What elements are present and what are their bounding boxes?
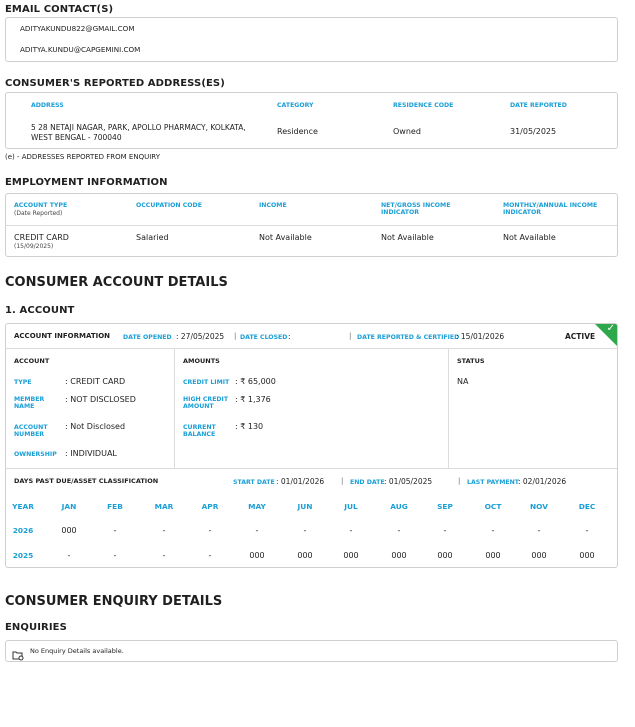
dpd-cell: 000	[485, 551, 501, 560]
employment-account-type: CREDIT CARD	[14, 233, 69, 242]
email-box	[5, 17, 618, 62]
header-divider	[6, 348, 617, 349]
separator: |	[341, 477, 344, 485]
member-name-label: MEMBER NAME	[14, 396, 45, 410]
date-opened-value: : 27/05/2025	[176, 332, 225, 341]
month-header: JUL	[344, 502, 358, 511]
employment-income: Not Available	[259, 233, 312, 242]
dpd-cell: 000	[343, 551, 359, 560]
current-balance-label: CURRENT BALANCE	[183, 424, 216, 438]
dpd-cell: -	[162, 551, 166, 560]
last-payment-label: LAST PAYMENT	[467, 479, 519, 486]
dpd-cell: -	[443, 526, 447, 535]
dpd-cell: -	[537, 526, 541, 535]
dpd-cell: -	[162, 526, 166, 535]
month-header: MAR	[154, 502, 174, 511]
dpd-cell: -	[491, 526, 495, 535]
dpd-cell: 000	[297, 551, 313, 560]
month-header: APR	[201, 502, 219, 511]
amounts-column-title: AMOUNTS	[183, 357, 220, 365]
credit-limit-label: CREDIT LIMIT	[183, 379, 230, 386]
credit-limit-value: : ₹ 65,000	[235, 377, 276, 386]
account-card	[5, 323, 618, 568]
dpd-row-2026	[6, 526, 617, 536]
address-category: Residence	[277, 127, 318, 136]
month-header: JAN	[61, 502, 77, 511]
email-section-title: EMAIL CONTACT(S)	[5, 4, 114, 15]
start-date-label: START DATE	[233, 479, 275, 486]
separator: |	[234, 332, 237, 340]
address-section-title: CONSUMER'S REPORTED ADDRESS(ES)	[5, 78, 225, 89]
category-header: CATEGORY	[277, 102, 314, 109]
dpd-title: DAYS PAST DUE/ASSET CLASSIFICATION	[14, 477, 159, 485]
account-type-subheader: (Date Reported)	[14, 210, 63, 217]
status-value: NA	[457, 377, 469, 386]
month-header: AUG	[390, 502, 408, 511]
address-date-reported: 31/05/2025	[510, 127, 557, 136]
dpd-cell: -	[255, 526, 259, 535]
date-reported-value: : 15/01/2026	[456, 332, 505, 341]
enquiry-section-title: CONSUMER ENQUIRY DETAILS	[5, 594, 223, 609]
type-value: : CREDIT CARD	[65, 377, 126, 386]
type-label: TYPE	[14, 379, 32, 386]
month-header: NOV	[530, 502, 548, 511]
dpd-cell: 000	[249, 551, 265, 560]
account-column-title: ACCOUNT	[14, 357, 50, 365]
dpd-cell: 000	[437, 551, 453, 560]
status-column-title: STATUS	[457, 357, 485, 365]
year-cell: 2026	[12, 526, 34, 535]
start-date-value: : 01/01/2026	[276, 477, 325, 486]
month-header: SEP	[437, 502, 453, 511]
current-balance-value: : ₹ 130	[235, 422, 264, 431]
separator: |	[349, 332, 352, 340]
employment-monthly: Not Available	[503, 233, 556, 242]
status-badge: ACTIVE	[565, 332, 596, 341]
dpd-cell: -	[208, 551, 212, 560]
address-box	[5, 92, 618, 149]
end-date-label: END DATE	[350, 479, 385, 486]
account-number-value: : Not Disclosed	[65, 422, 126, 431]
no-enquiry-text: No Enquiry Details available.	[30, 647, 124, 655]
employment-divider	[6, 225, 617, 226]
month-header: YEAR	[12, 502, 34, 511]
date-opened-label: DATE OPENED	[123, 334, 172, 341]
end-date-value: : 01/05/2025	[384, 477, 433, 486]
date-closed-value: :	[288, 332, 291, 341]
enquiries-subtitle: ENQUIRIES	[5, 622, 67, 633]
monthly-header: MONTHLY/ANNUAL INCOME INDICATOR	[503, 202, 598, 216]
address-line-2: WEST BENGAL - 700040	[31, 133, 122, 142]
dpd-cell: -	[303, 526, 307, 535]
month-header: OCT	[484, 502, 502, 511]
email-item-1: ADITYAKUNDU822@GMAIL.COM	[20, 24, 135, 33]
employment-box	[5, 193, 618, 257]
address-header: ADDRESS	[31, 102, 64, 109]
dpd-cell: -	[397, 526, 401, 535]
date-reported-label: DATE REPORTED & CERTIFIED	[357, 334, 460, 341]
folder-search-icon	[12, 646, 24, 657]
month-header: MAY	[248, 502, 266, 511]
employment-section-title: EMPLOYMENT INFORMATION	[5, 177, 168, 188]
account-subtitle: 1. ACCOUNT	[5, 305, 75, 316]
checkmark-icon: ✓	[606, 323, 615, 334]
dpd-cell: 000	[531, 551, 547, 560]
col-divider-2	[448, 348, 449, 468]
address-residence-code: Owned	[393, 127, 421, 136]
col-divider-1	[174, 348, 175, 468]
account-details-title: CONSUMER ACCOUNT DETAILS	[5, 275, 228, 290]
email-item-2: ADITYA.KUNDU@CAPGEMINI.COM	[20, 45, 141, 54]
month-header: DEC	[578, 502, 596, 511]
dpd-cell: -	[349, 526, 353, 535]
employment-account-date: (15/09/2025)	[14, 243, 54, 250]
year-cell: 2025	[12, 551, 34, 560]
employment-indicator: Not Available	[381, 233, 434, 242]
month-header: JUN	[297, 502, 313, 511]
residence-code-header: RESIDENCE CODE	[393, 102, 454, 109]
employment-occupation: Salaried	[136, 233, 169, 242]
ownership-label: OWNERSHIP	[14, 451, 57, 458]
dpd-row-2025	[6, 551, 617, 561]
dpd-cell: -	[208, 526, 212, 535]
account-number-label: ACCOUNT NUMBER	[14, 424, 48, 438]
dpd-cell: 000	[61, 526, 77, 535]
dpd-cell: 000	[391, 551, 407, 560]
dpd-cell: -	[113, 526, 117, 535]
ownership-value: : INDIVIDUAL	[65, 449, 117, 458]
dpd-cell: 000	[579, 551, 595, 560]
high-credit-label: HIGH CREDIT AMOUNT	[183, 396, 229, 410]
high-credit-value: : ₹ 1,376	[235, 395, 271, 404]
enquiry-box	[5, 640, 618, 662]
date-reported-header: DATE REPORTED	[510, 102, 567, 109]
month-header: FEB	[107, 502, 123, 511]
address-line-1: 5 28 NETAJI NAGAR, PARK, APOLLO PHARMACY, KOLKATA,	[31, 123, 246, 132]
income-header: INCOME	[259, 202, 287, 209]
indicator-header: NET/GROSS INCOME INDICATOR	[381, 202, 451, 216]
dpd-cell: -	[113, 551, 117, 560]
member-name-value: : NOT DISCLOSED	[65, 395, 136, 404]
date-closed-label: DATE CLOSED	[240, 334, 288, 341]
address-note: (e) - ADDRESSES REPORTED FROM ENQUIRY	[5, 153, 160, 161]
dpd-month-header-row	[6, 502, 617, 512]
dpd-cell: -	[67, 551, 71, 560]
dpd-divider	[6, 468, 617, 469]
dpd-cell: -	[585, 526, 589, 535]
occupation-header: OCCUPATION CODE	[136, 202, 202, 209]
separator: |	[458, 477, 461, 485]
last-payment-value: : 02/01/2026	[518, 477, 567, 486]
account-type-header: ACCOUNT TYPE	[14, 202, 68, 209]
account-information-label: ACCOUNT INFORMATION	[14, 332, 111, 340]
